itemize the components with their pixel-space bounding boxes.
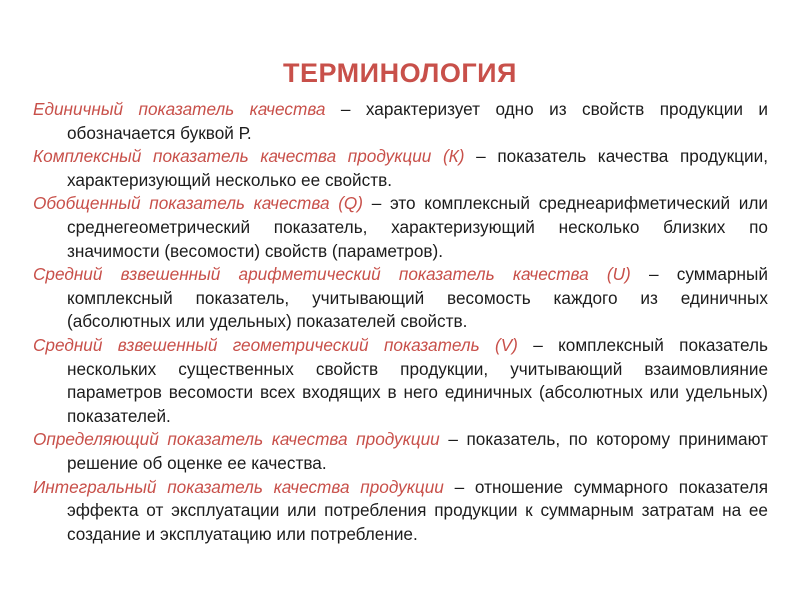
definition-term: Единичный показатель качества (33, 99, 326, 119)
definition-item (33, 476, 768, 547)
definition-text: – отношение суммарного показателя эффекта от эксплуатации или потребления продукции к суммарным затратам на ее создание и эксплуатацию или потребление. (67, 476, 769, 544)
definition-item (33, 145, 768, 192)
definition-term: Обобщенный показатель качества (Q) (33, 193, 364, 214)
page-title: ТЕРМИНОЛОГИЯ (283, 58, 517, 88)
definition-text: – комплексный показатель нескольких существенных свойств продукции, учитывающий взаимовлияние параметров весомости всех входящих в него единичных (абсолютных или удельных) показателей. (67, 334, 768, 426)
definition-text: – это комплексный среднеарифметический или среднегеометрический показатель, характеризующий несколько близких по значимости (весомости) свойств (параметров). (67, 193, 768, 261)
definition-term: Определяющий показатель качества продукции (33, 429, 440, 450)
definition-item (33, 192, 768, 263)
definition-term: Интегральный показатель качества продукции (33, 476, 444, 497)
definition-item (33, 263, 768, 334)
definition-term: Средний взвешенный арифметический показатель качества (U) (33, 264, 631, 285)
definition-item (33, 98, 768, 145)
definition-text: – показатель качества продукции, характеризующий несколько ее свойств. (67, 146, 768, 190)
definition-term: Комплексный показатель качества продукции (К) (33, 146, 465, 167)
definition-text: – характеризует одно из свойств продукции и обозначается буквой Р. (67, 99, 768, 143)
definitions-list (33, 98, 768, 546)
definition-term: Средний взвешенный геометрический показатель (V) (33, 334, 518, 355)
definition-item (33, 428, 768, 475)
definition-item (33, 334, 768, 428)
definition-text: – показатель, по которому принимают решение об оценке ее качества. (67, 429, 768, 473)
definition-text: – суммарный комплексный показатель, учитывающий весомость каждого из единичных (абсолютных или удельных) показателей свойств. (67, 264, 768, 332)
